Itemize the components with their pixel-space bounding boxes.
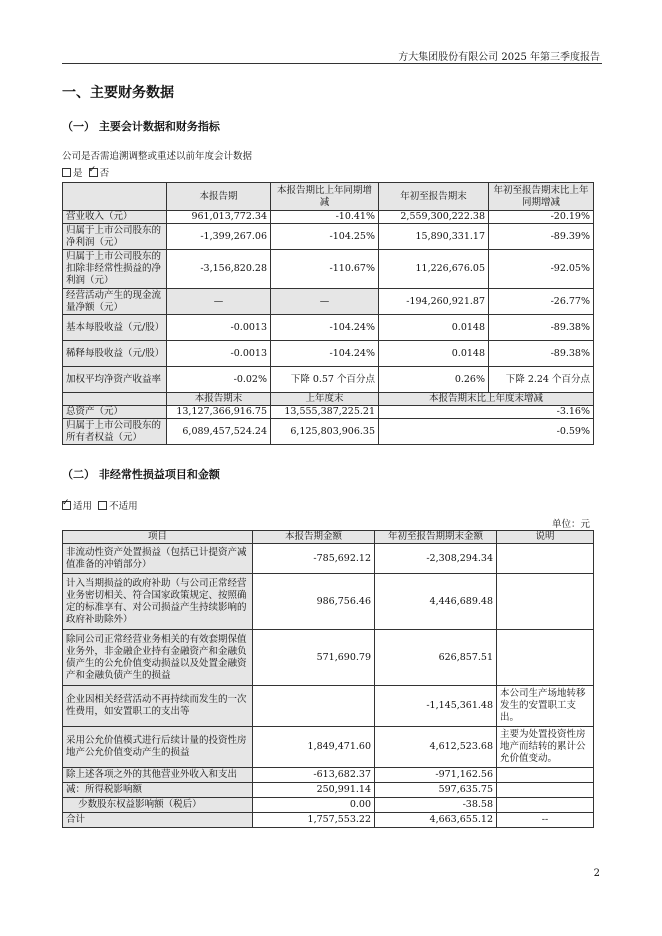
- checkbox-yes-icon[interactable]: [62, 168, 71, 177]
- cell: -38.58: [375, 798, 497, 813]
- column-header: 年初至报告期末比上年同期增减: [489, 183, 594, 211]
- cell: —: [167, 289, 271, 315]
- cell: —: [271, 289, 379, 315]
- cell: -194,260,921.87: [379, 289, 489, 315]
- cell: 1,757,553.22: [253, 813, 375, 828]
- cell: 4,446,689.48: [375, 574, 497, 630]
- row-label: 归属于上市公司股东的扣除非经常性损益的净利润（元）: [63, 250, 167, 289]
- restatement-question: 公司是否需追溯调整或重述以前年度会计数据: [62, 151, 253, 162]
- cell: -0.0013: [167, 315, 271, 341]
- table-row: [63, 250, 594, 289]
- table-row: [63, 630, 594, 686]
- row-label: 稀释每股收益（元/股）: [63, 341, 167, 367]
- cell: [497, 574, 594, 630]
- cell: 4,663,655.12: [375, 813, 497, 828]
- financial-data-table: [62, 182, 594, 445]
- table-header-row: [63, 531, 594, 544]
- table-row: [63, 686, 594, 727]
- table-row: [63, 224, 594, 250]
- table-row: [63, 544, 594, 574]
- cell: [497, 768, 594, 783]
- cell: 0.26%: [379, 367, 489, 393]
- cell: -785,692.12: [253, 544, 375, 574]
- cell: 626,857.51: [375, 630, 497, 686]
- cell: -3,156,820.28: [167, 250, 271, 289]
- row-label: 减：所得税影响额: [63, 783, 253, 798]
- column-header: 本报告期末: [167, 393, 271, 406]
- row-label: 营业收入（元）: [63, 211, 167, 224]
- row-label: 除上述各项之外的其他营业外收入和支出: [63, 768, 253, 783]
- cell: -20.19%: [489, 211, 594, 224]
- option-no-label: 否: [99, 168, 110, 179]
- cell: -1,399,267.06: [167, 224, 271, 250]
- cell: -110.67%: [271, 250, 379, 289]
- cell: [497, 544, 594, 574]
- table-row: [63, 211, 594, 224]
- column-header: 本报告期: [167, 183, 271, 211]
- cell: 2,559,300,222.38: [379, 211, 489, 224]
- cell: -3.16%: [379, 406, 594, 419]
- column-header: 上年度末: [271, 393, 379, 406]
- checkbox-apply-checked-icon[interactable]: [62, 501, 71, 510]
- cell: 571,690.79: [253, 630, 375, 686]
- cell: 主要为处置投资性房地产而结转的累计公允价值变动。: [497, 727, 594, 768]
- cell: -26.77%: [489, 289, 594, 315]
- table-subheader-row: [63, 393, 594, 406]
- cell: -89.38%: [489, 315, 594, 341]
- row-label: 加权平均净资产收益率: [63, 367, 167, 393]
- cell: -10.41%: [271, 211, 379, 224]
- subsection-title-2: （二） 非经常性损益项目和金额: [62, 468, 220, 481]
- table-row: [63, 315, 594, 341]
- cell: -0.59%: [379, 419, 594, 445]
- cell: [253, 686, 375, 727]
- cell: [497, 630, 594, 686]
- applicability-options: [62, 498, 138, 512]
- cell: -92.05%: [489, 250, 594, 289]
- column-header: 本报告期比上年同期增减: [271, 183, 379, 211]
- cell: 本公司生产场地转移发生的安置职工支出。: [497, 686, 594, 727]
- column-header: [63, 183, 167, 211]
- option-yes-label: 是: [73, 168, 83, 179]
- table-total-row: [63, 813, 594, 828]
- cell: 0.00: [253, 798, 375, 813]
- subsection-title-1: （一） 主要会计数据和财务指标: [62, 120, 220, 133]
- column-header: 项目: [63, 531, 253, 544]
- cell: -104.24%: [271, 315, 379, 341]
- column-header: 说明: [497, 531, 594, 544]
- row-label: 除同公司正常经营业务相关的有效套期保值业务外，非金融企业持有金融资产和金融负债产生的公允价值变动损益以及处置金融资产和金融负债产生的损益: [63, 630, 253, 686]
- page-number: 2: [593, 868, 600, 879]
- column-header: 本报告期末比上年度末增减: [379, 393, 594, 406]
- row-label: 少数股东权益影响额（税后）: [63, 798, 253, 813]
- option-apply-label: 适用: [73, 501, 93, 512]
- row-label: 非流动性资产处置损益（包括已计提资产减值准备的冲销部分）: [63, 544, 253, 574]
- table-row: [63, 289, 594, 315]
- table-row: [63, 419, 594, 445]
- cell: 11,226,676.05: [379, 250, 489, 289]
- column-header: 年初至报告期期末金额: [375, 531, 497, 544]
- cell: --: [497, 813, 594, 828]
- table-row: [63, 341, 594, 367]
- section-title: 一、主要财务数据: [62, 85, 174, 101]
- row-label: 总资产（元）: [63, 406, 167, 419]
- cell: 15,890,331.17: [379, 224, 489, 250]
- row-label: 采用公允价值模式进行后续计量的投资性房地产公允价值变动产生的损益: [63, 727, 253, 768]
- row-label: 归属于上市公司股东的所有者权益（元）: [63, 419, 167, 445]
- row-label: 合计: [63, 813, 253, 828]
- cell: 1,849,471.60: [253, 727, 375, 768]
- table-row: [63, 367, 594, 393]
- row-label: 归属于上市公司股东的净利润（元）: [63, 224, 167, 250]
- cell: -2,308,294.34: [375, 544, 497, 574]
- cell: -104.24%: [271, 341, 379, 367]
- cell: 4,612,523.68: [375, 727, 497, 768]
- row-label: 计入当期损益的政府补助（与公司正常经营业务密切相关、符合国家政策规定、按照确定的标准享有、对公司损益产生持续影响的政府补助除外）: [63, 574, 253, 630]
- cell: -104.25%: [271, 224, 379, 250]
- table-header-row: [63, 183, 594, 211]
- cell: 6,089,457,524.24: [167, 419, 271, 445]
- cell: [63, 393, 167, 406]
- table-row: [63, 768, 594, 783]
- cell: 250,991.14: [253, 783, 375, 798]
- table-row: [63, 727, 594, 768]
- table-row: [63, 574, 594, 630]
- cell: 597,635.75: [375, 783, 497, 798]
- cell: 0.0148: [379, 341, 489, 367]
- cell: [497, 783, 594, 798]
- header-divider: [62, 63, 602, 64]
- table-row: [63, 783, 594, 798]
- cell: -971,162.56: [375, 768, 497, 783]
- cell: -89.38%: [489, 341, 594, 367]
- column-header: 年初至报告期末: [379, 183, 489, 211]
- cell: 下降 0.57 个百分点: [271, 367, 379, 393]
- unit-label: 单位：元: [551, 519, 590, 530]
- cell: -89.39%: [489, 224, 594, 250]
- cell: 13,555,387,225.21: [271, 406, 379, 419]
- row-label: 基本每股收益（元/股）: [63, 315, 167, 341]
- cell: 6,125,803,906.35: [271, 419, 379, 445]
- cell: 986,756.46: [253, 574, 375, 630]
- cell: 0.0148: [379, 315, 489, 341]
- cell: -1,145,361.48: [375, 686, 497, 727]
- cell: -0.02%: [167, 367, 271, 393]
- cell: 13,127,366,916.75: [167, 406, 271, 419]
- row-label: 经营活动产生的现金流量净额（元）: [63, 289, 167, 315]
- table-row: [63, 798, 594, 813]
- option-na-label: 不适用: [109, 501, 138, 512]
- cell: -613,682.37: [253, 768, 375, 783]
- cell: -0.0013: [167, 341, 271, 367]
- cell: [497, 798, 594, 813]
- table-row: [63, 406, 594, 419]
- column-header: 本报告期金额: [253, 531, 375, 544]
- checkbox-no-checked-icon[interactable]: [89, 168, 98, 177]
- cell: 下降 2.24 个百分点: [489, 367, 594, 393]
- cell: 961,013,772.34: [167, 211, 271, 224]
- report-header: 方大集团股份有限公司 2025 年第三季度报告: [398, 52, 600, 63]
- row-label: 企业因相关经营活动不再持续而发生的一次性费用，如安置职工的支出等: [63, 686, 253, 727]
- restatement-options: [62, 165, 109, 179]
- checkbox-na-icon[interactable]: [98, 501, 107, 510]
- non-recurring-items-table: [62, 530, 594, 828]
